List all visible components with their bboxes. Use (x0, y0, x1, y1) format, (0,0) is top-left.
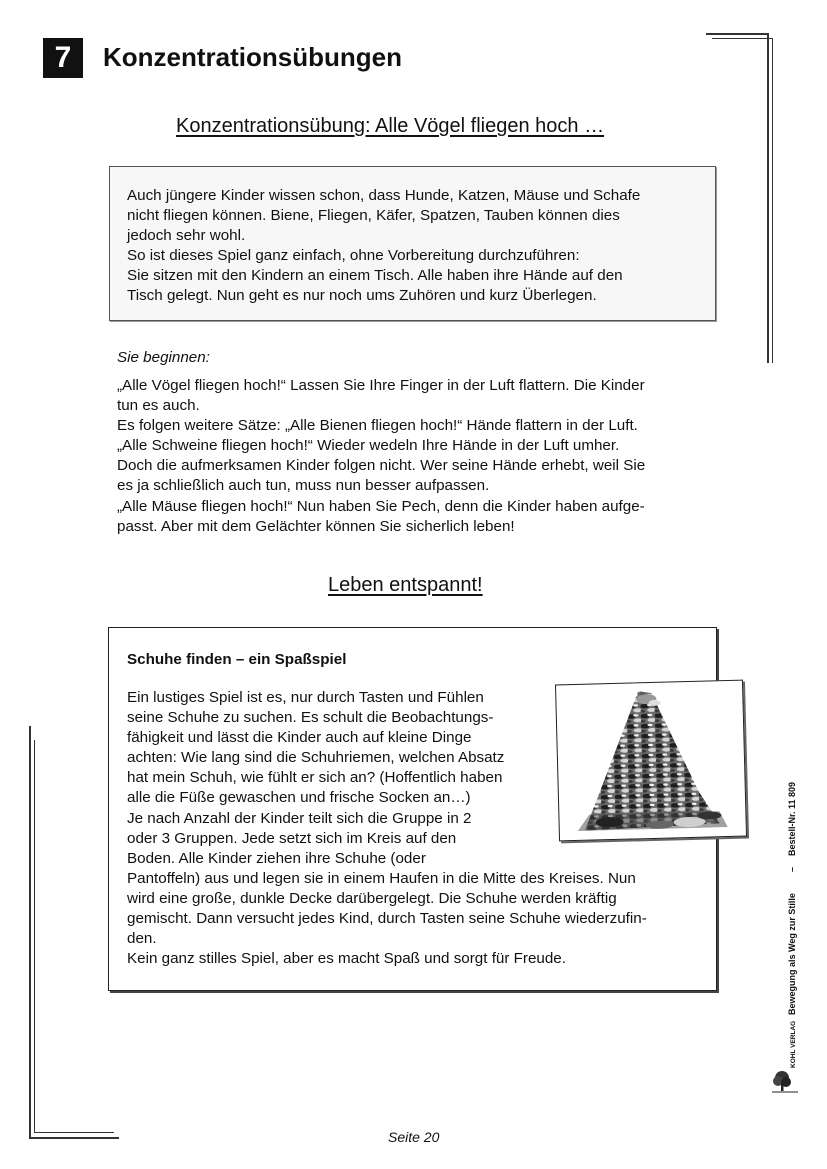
chapter-title: Konzentrationsübungen (103, 42, 402, 72)
tree-logo-icon (770, 1068, 800, 1094)
intro-line: Auch jüngere Kinder wissen schon, dass Hunde, Katzen, Mäuse und Schafe (127, 187, 641, 204)
game-line: seine Schuhe zu suchen. Es schult die Beobachtungs- (127, 709, 494, 727)
game-line: alle die Füße gewaschen und frische Socken an…) (127, 789, 471, 807)
game-line: hat mein Schuh, wie fühlt er sich an? (Hoffentlich haben (127, 769, 503, 787)
chapter-number: 7 (43, 38, 83, 78)
intro-line: Tisch gelegt. Nun geht es nur noch ums Zuhören und kurz Überlegen. (127, 287, 597, 305)
lead-in: Sie beginnen: (117, 349, 210, 366)
game-box-title: Schuhe finden – ein Spaßspiel (127, 651, 347, 668)
body-line: passt. Aber mit dem Gelächter können Sie sicherlich leben! (117, 517, 515, 535)
intro-line: Sie sitzen mit den Kindern an einem Tisch. Alle haben ihre Hände auf den (127, 267, 623, 285)
intro-line: jedoch sehr wohl. (127, 227, 246, 245)
section1-title: Konzentrationsübung: Alle Vögel fliegen hoch … (176, 115, 605, 137)
game-line: oder 3 Gruppen. Jede setzt sich im Kreis auf den (127, 829, 457, 847)
game-line: den. (127, 930, 157, 948)
intro-line: nicht fliegen können. Biene, Fliegen, Käfer, Spatzen, Tauben können dies (127, 207, 620, 225)
frame-left-vertical-outer (29, 726, 31, 1138)
frame-right-vertical-inner (772, 38, 773, 363)
intro-box (109, 166, 716, 321)
publisher-name: KOHL VERLAG (790, 1020, 797, 1068)
order-number: Bestell-Nr. 11 809 (787, 781, 797, 856)
game-line: fähigkeit und lässt die Kinder auch auf kleine Dinge (127, 729, 472, 747)
frame-left-vertical-inner (34, 740, 35, 1133)
game-line: gemischt. Dann versucht jedes Kind, durch Tasten seine Schuhe wiederzufin- (127, 910, 647, 928)
shoe-pile-illustration (556, 681, 745, 840)
section2-title: Leben entspannt! (328, 574, 483, 596)
publisher-logo (770, 1022, 800, 1094)
game-line: wird eine große, dunkle Decke darübergelegt. Die Schuhe werden kräftig (127, 889, 617, 907)
game-line: Ein lustiges Spiel ist es, nur durch Tasten und Fühlen (127, 689, 484, 706)
body-line: tun es auch. (117, 397, 200, 415)
intro-text (127, 186, 640, 307)
frame-bottom-left-outer (29, 1137, 119, 1139)
imprint-separator: – (787, 866, 797, 872)
frame-top-right-inner (712, 38, 772, 39)
body-line: „Alle Schweine fliegen hoch!“ Wieder wedeln Ihre Hände in der Luft umher. (117, 437, 620, 455)
book-title: Bewegung als Weg zur Stille (787, 893, 797, 1015)
frame-bottom-left-inner (34, 1132, 114, 1133)
shoe-pile-photo (555, 680, 747, 842)
intro-line: So ist dieses Spiel ganz einfach, ohne Vorbereitung durchzuführen: (127, 247, 580, 265)
game-line: Kein ganz stilles Spiel, aber es macht Spaß und sorgt für Freude. (127, 950, 566, 968)
body-line: Es folgen weitere Sätze: „Alle Bienen fliegen hoch!“ Hände flattern in der Luft. (117, 417, 638, 435)
game-line: Je nach Anzahl der Kinder teilt sich die Gruppe in 2 (127, 809, 472, 827)
body-line: Doch die aufmerksamen Kinder folgen nicht. Wer seine Hände erhebt, weil Sie (117, 457, 646, 475)
body-line: „Alle Mäuse fliegen hoch!“ Nun haben Sie Pech, denn die Kinder haben aufge- (117, 497, 645, 515)
page-number: Seite 20 (388, 1129, 440, 1145)
game-line: Boden. Alle Kinder ziehen ihre Schuhe (oder (127, 849, 426, 867)
game-line: achten: Wie lang sind die Schuhriemen, welchen Absatz (127, 749, 505, 767)
section1-body (117, 376, 645, 537)
body-line: es ja schließlich auch tun, muss nun besser aufpassen. (117, 477, 490, 495)
frame-top-right-outer (706, 33, 768, 35)
game-line: Pantoffeln) aus und legen sie in einem Haufen in die Mitte des Kreises. Nun (127, 869, 636, 887)
body-line: „Alle Vögel fliegen hoch!“ Lassen Sie Ihre Finger in der Luft flattern. Die Kinder (117, 377, 645, 394)
frame-right-vertical-outer (767, 33, 769, 363)
